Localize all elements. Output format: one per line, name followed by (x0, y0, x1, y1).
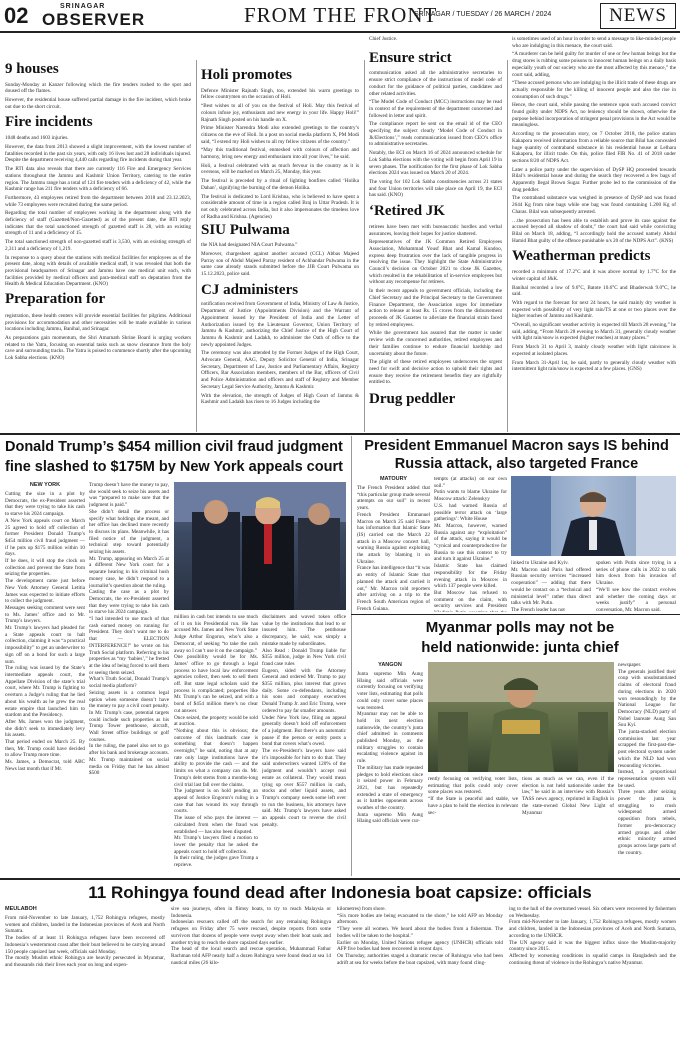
paragraph: The plight of these retired employees underscores the urgent need for swift and decisive action to uphold their rights and ensure they receive the retirement benefits they are rightfully entitled to. (369, 359, 502, 386)
paragraph: communication asked all the administrative secretaries to ensure strict compliance of the instructions of model code of conduct for the guidance of political parties, candidates and other related activities. (369, 70, 502, 97)
page-number: 02 (4, 3, 29, 28)
column-b (201, 36, 359, 432)
paragraph: The festival is preceded by a ritual of lighting bonfires called ‘Holika Dahan’, signifying the burning of the demon Holika. (201, 178, 359, 191)
rohingya-col-2 (171, 906, 331, 1040)
paragraph: Hence, the court said, while passing the sentence upon such accused convict found guilty under NDPS Act, no leniency should be shown, otherwise the purpose behind incorporation of stringent penal provisions in the Act would be meaningless. (512, 102, 676, 129)
section-rule (0, 878, 680, 880)
paragraph: sive sea journeys, often in flimsy boats, to try to reach Malaysia or Indonesia. Indonesian rescuers called off the search for any remaining Rohingya refugees on Friday after 75 were rescued, despite reports from some survivors that dozens of people were swept away when their boat sank and another trying to reach the shore capsized days earlier. The head of the local search and rescue operation, Muhammad Fathur Rachman told AFP nearly half a dozen Rohingya were found dead at sea 14 nautical miles (26 kilo- (171, 906, 331, 966)
paragraph: “May this traditional festival, enmeshed with colours of affection and harmony, bring new energy and enthusiasm into all your lives,” he said. (201, 147, 359, 161)
myanmar-col-3 (522, 776, 614, 876)
paragraph: Representatives of the JK Common Retired Employees Association, Mohammad Yousf Bhat and Kamal Kundoo, express deep frustration over the lack of tangible progress in resolving the issue. They highlight the State Administrative Council’s decision on October 2021 to close JK Gazettes, which resulted in the rehabilitation of in-service employees but without any recompense for retirees. (369, 239, 502, 286)
paragraph: “The Model Code of Conduct (MCC) instructions may be read in context of the requirement of the department concerned and followed in letter and spirit. (369, 99, 502, 119)
macron-col-4 (596, 560, 676, 612)
paragraph: With regard to the forecast for next 24 hours, he said mainly dry weather is expected with possibility of very light rain/TS at one or two places over the higher reaches of Jammu and Kashmir. (512, 299, 676, 320)
paragraph: The contraband substance was weighed in presence of DySP and was found 2644 Kg from nine bags while one bag was found containing 1.200 Kg of Charas. Bilal was subsequently arrested. (512, 195, 676, 215)
paragraph: Notably, the ECI on March 16 of 2024 announced schedule for Lok Sabha elections with the voting will begin from April 19 in seven phases. The notification for the first phase of Lok Sabha elections 2024 was issued on March 20 of 2024. (369, 150, 502, 177)
masthead-rule (0, 31, 680, 33)
macron-col-1 (357, 476, 430, 612)
paragraph: Prime Minister Narendra Modi also extended greetings to the country’s citizens on the eve of Holi. In a post on social media platform X, PM Modi said, “I extend my Holi wishes to all my fellow citizens of the country.” (201, 125, 359, 145)
column-a (5, 36, 191, 432)
paragraph: From March 31 to April 3, mainly cloudy weather with light rain/snow is expected at isolated places. (512, 344, 676, 357)
category-label: NEWS (600, 3, 676, 29)
myanmar-col-4 (618, 662, 676, 876)
paragraph: rently focusing on verifying voter lists, estimating that polls could only cover some places was restored. “If the State is peaceful and stable, we have a plan to hold the election in relevant sec- (428, 776, 518, 816)
headline-holi: Holi promotes (201, 67, 292, 83)
paragraph: Regarding the total number of employees working in the department along with the deficiency of staff (Gazetted/Non-Gazetted) as of the present date, the RTI reply indicates that the total sanctioned strength of gazetted staff is 28, with an existing strength of 11 and a deficiency of 15. (5, 210, 191, 237)
brand-top: SRINAGAR (60, 3, 106, 10)
dateline: NEW YORK (29, 482, 61, 488)
headline-cj-administers: CJ administers (201, 281, 299, 298)
myanmar-col-1 (357, 662, 423, 876)
paragraph: The RTI data also reveals that there are currently 116 Fire and Emergency Services stations throughout the Jammu and Kashmir Union Territory, catering to the entire region. The Jammu range has a total of 124 fire tenders with a deficiency of 42, while the Kashmir range has 211 fire tenders with a deficiency of 66. (5, 166, 191, 193)
macron-col-2 (434, 476, 507, 612)
trump-col-4 (262, 614, 346, 876)
dateline: MEULABOH (5, 906, 37, 912)
paragraph: According to the prosecution story, on 7 October 2018, the police station Kakapora received information from a reliable source that Bilal has concealed huge quantity of contraband substance in his residential house at Lelhara Kakapora, for illicit trade. On this, police filed FIR No. 41 of 2018 under sections 8/20 of NDPS Act. (512, 131, 676, 164)
paragraph: The festival is dedicated to Lord Krishna, who is believed to have spent a considerable amount of time in a region called Braj in Uttar Pradesh. It is not only celebrated across India, but it also impersonates the timeless love of Radha and Krishna. (Agencies) (201, 193, 359, 220)
paragraph: “Best wishes to all of you on the festival of Holi. May this festival of colours infuse joy, enthusiasm and new energy in your life. Happy Holi!” Rajnath Singh posted on his handle on X. (201, 103, 359, 123)
paragraph: Defence Minister Rajnath Singh, too, extended his warm greetings to fellow countrymen on the occasion of Holi. (201, 87, 359, 101)
section-rule (0, 433, 680, 435)
paragraph: retirees have been met with bureaucratic hurdles and verbal assurances, leaving their hopes for justice shattered. (369, 223, 502, 237)
paragraph: However, the residential house suffered partial damage in the fire incident, which broke out due to the short circuit. (5, 97, 191, 110)
rohingya-col-1 (5, 906, 165, 1040)
paragraph: Moreover, chargesheet against another accused (CCL) Abbas Majeed Parray son of Abdul Majeed Parray resident of Achhandar Pulwama in the same case already stands submitted before the JJB Court Pulwama on 15.12.2023, police said. (201, 250, 359, 277)
macron-photo (511, 476, 676, 556)
paragraph: …the prosecution has been able to establish and prove its case against the accused beyond all shadow of doubt,” the court had said while convicting Bilal on March 18, adding, “I accordingly hold the accused namely Abdul Hamid Bhat guilty of the offence punishable u/s 20 of the NDPS Act”. (KNS) (512, 217, 676, 244)
dateline: MATOURY (379, 476, 408, 482)
paragraph: Holi, a festival celebrated with as much fervour in the country as it is overseas, will be marked on March 25, Monday, this year. (201, 162, 359, 176)
headline-rohingya: 11 Rohingya found dead after Indonesia boat capsize: officials (88, 883, 592, 902)
paragraph: With the elevation, the strength of Judges of High Court of Jammu & Kashmir and Ladakh has risen to 16 Judges including the (201, 392, 359, 406)
headline-drug-peddler: Drug peddler (369, 391, 456, 408)
macron-col-3 (511, 560, 591, 612)
column-divider (507, 60, 508, 432)
headline-weatherman: Weatherman predicts (512, 248, 651, 265)
paragraph: registration, these health centers will provide essential facilities for pilgrims. Additional provisions for accommodation and other necessities will be made available in various locations including Jammu, Banihal, and Srinagar. (5, 312, 191, 333)
column-c (369, 36, 502, 432)
paragraph: Sunday-Monday at Kanzer following which the fire tenders rushed to the spot and doused off the flames. (5, 81, 191, 95)
paragraph: newspaper. The generals justified their coup with unsubstantiated claims of electoral fraud during elections in 2020 won resoundingly by the National League for Democracy (NLD) party of Nobel laureate Aung San Suu Kyi. The junta-stacked election commission last year scrapped the first-past-the-post electoral system under which the NLD had won resounding victories. Instead, a proportional representation system will be used. Three years after seizing power the junta is struggling to crush widespread armed opposition from rebels, former pro-democracy armed groups and older ethnic minority armed groups across large parts of the country. (618, 662, 676, 856)
paragraph: “These accused persons who are indulging in the illicit trade of these drugs are actually responsible for the killing of innocent people and also the rise in consumption of such drugs.” (512, 80, 676, 100)
paragraph: ing to the hull of the overturned vessel. Six others were recovered by fishermen on Wednesday. From mid-November to late January, 1,752 Rohingya refugees, mostly women and children, landed in the Indonesian provinces of Aceh and North Sumatra, according to the UNHCR. The UN agency said it was the biggest influx since the Muslim-majority country since 2015. Affected by worsening conditions in squalid camps in Bangladesh and the continuing threat of violence in the Rohingya’s native Myanmar. (509, 906, 676, 966)
paragraph: tempts (at attacks) on our own soil.” Putin wants to blame Ukraine for Moscow attack: Zelenskyy U.S. had warned Russia of possible terror attack on ‘large gatherings’: White House Mr. Macron, however, warned Russia against any “exploitation” of the attack, saying it would be “cynical and counterproductive for Russia to use this context to try and turn it against Ukraine.” Islamic State has claimed responsibility for the Friday evening attack in Moscow in which 137 people were killed. But Moscow has refused to comment on the claim, with security services and President (434, 476, 507, 610)
paragraph: is sometimes used of an hour in order to send a message to like-minded people who are indulging in this menace, the court said. (512, 36, 676, 49)
photo-image (511, 476, 676, 556)
paragraph: Junta supremo Min Aung Hlaing said officials were currently focusing on verifying voter lists, estimating that polls could only cover some places was restored. Myanmar may not be able to hold its next election nationwide, the country’s junta chief admitted in comments published Monday, as the military struggles to contain escalating violence against its rule. The military has made repeated pledges to hold elections since it seized power in February 2021, but has repeatedly extended a state of emergency as it battles opponents across swathes of the country. Junta supremo Min Aung Hlaing said officials were cur- (357, 671, 423, 825)
paragraph: “A murderer can be held guilty for murder of one or few human beings but the drug stores is rubbing some poisons to innocent human beings on a daily basis especially youth of our society who are the most affected by this menace,” the court said, adding, (512, 51, 676, 78)
paragraph: The French President added that “this particular group made several attempts on our soil” in recent years. French President Emmanuel Macron on March 25 said France has information that Islamic State (IS) carried out the March 22 attack in a Moscow concert hall, warning Russia against exploiting the attack by blaming it on Ukraine. France has intelligence that “it was an entity of Islamic State that planned the attack and carried it out,” Mr. Macron told reporters after arriving on a trip to the French South American region of French Guiana. (357, 485, 430, 612)
trump-photo (174, 482, 346, 610)
paragraph: linked to Ukraine and Kyiv. Mr. Macron said Paris had offered Russian security services “increased cooperation” — adding that there would be contact on a “technical and ministerial level” rather than direct talks with Mr. Putin. The French leader has not (511, 560, 591, 612)
myanmar-photo (428, 662, 614, 772)
issue-dateline: SRINAGAR / TUESDAY / 26 MARCH / 2024 (414, 11, 552, 18)
photo-image (428, 662, 614, 772)
myanmar-col-2 (428, 776, 518, 876)
paragraph: Trump doesn’t have the money to pay, she would seek to seize his assets and was “prepared to make sure that the judgment is paid.” She didn’t detail the process or specify what holdings she meant, and her office has declined more recently to discuss its plans. Meanwhile, it has filed notice of the judgment, a technical step toward potentially seizing his assets. Mr. Trump, appearing on March 25 at a different New York court for a separate hearing in his criminal hush money case, he didn’t respond to a journalist’s question about the ruling. Casting the case as a plot by Democrats, the ex-President asserted that they were trying to take his cash to starve his 2024 campaign. “I had intended to use much of that cash earned money on running for President. They don’t want me to do that — ELECTION INTERFERENCE!” he wrote on his Truth Social platform. Referring to his properties as “my ‘babies’,” he fretted at the idea of being forced to sell them or seeing them seized. What’s Truth Social, Donald Trump’s social media platform? Seizing assets is a common legal option when someone doesn’t have the money to pay a civil court penalty. In Mr. Trump’s case, potential targets could include such properties as his Trump Tower penthouse, aircraft, Wall Street office buildings or golf courses. In the ruling, the panel also set to go after his bank and brokerage accounts. Mr. Trump maintained on social media on Friday that he has almost $500 (89, 482, 169, 777)
column-divider (364, 60, 365, 432)
headline-retired-jk: ‘Retired JK (369, 203, 445, 220)
paragraph: However, the data from 2013 showed a slight improvement, with the lowest number of fatalities recorded in the past six years, with only 16 lives lost and 28 individuals injured. Despite the department receiving 4,440 calls regarding fire incidents during that year. (5, 144, 191, 164)
paragraph: notification received from Government of India, Ministry of Law & Justice, Department of Justice (Appointments Division) and the Warrant of Appointment issued by the President of India and the Letter of Authorization issued by the Lieutenant Governor, Union Territory of Jammu & Kashmir, authorizing the Chief Justice of the High Court of Jammu & Kashmir and Ladakh, to administer the Oath of office to the newly appointed Judges. (201, 301, 359, 348)
headline-preparation: Preparation for (5, 291, 106, 308)
headline-ensure-strict: Ensure strict (369, 49, 452, 66)
section-title: FROM THE FRONT (244, 3, 438, 27)
paragraph: recorded a minimum of 17.2°C and it was above normal by 1.7°C for the winter capital of J&K. (512, 269, 676, 282)
column-divider (351, 436, 352, 876)
paragraph: Banihal recorded a low of 9.6°C, Batote 10.6°C and Bhaderwah 9.0°C, he said. (512, 284, 676, 298)
story-rule (351, 614, 680, 615)
paragraph: Chief Justice. (369, 36, 398, 42)
paragraph: Furthermore, 43 employees retired from the department between 2018 and 23.12.2023, while 73 employees were recruited during the same period. (5, 194, 191, 208)
trump-col-3 (174, 614, 258, 876)
column-d (512, 36, 676, 432)
paragraph: Later a police party under the supervision of DySP HQ proceeded towards Bilal’s residential house and during the search they recovered a few bags of Apparently Ilegal Brown Sugar. Further probe led to the commission of the drug peddler. (512, 166, 676, 193)
rohingya-col-3 (337, 906, 503, 1040)
headline-9-houses: 9 houses (5, 61, 59, 77)
brand-logo (42, 3, 146, 29)
paragraph: “Overall, no significant weather activity is expected till March 28 evening,” he said, adding, “From March 28 evening to March 31, generally cloudy weather with light rain/snow is expected (higher reaches) at many places.” (512, 322, 676, 342)
paragraph: Cutting the size in a plot by Democrats, the ex-President asserted that they were trying to take his cash to starve his 2024 campaign. A New York appeals court on March 25 agreed to hold off collection of former President Donald Trump’s $454 million civil fraud judgment — if he puts up $175 million within 10 days. If he does, it will stop the clock on collection and prevent the State from seizing the properties. The development came just before New York Attorney General Letitia James was expected to initiate efforts to collect the judgment. Messages seeking comment were sent to Ms. James’ office and to Mr. Trump’s lawyers. Mr. Trump’s lawyers had pleaded for a State appeals court to halt collection, claiming it was “a practical impossibility” to get an underwriter to sign off on a bond for such a large sum. The ruling was issued by the State’s intermediate appeals court, the Appellate Division of the state’s trial court, where Mr. Trump is fighting to overturn a Judge’s ruling that he lied about his wealth as he grew the real estate empire that launched him to stardom and the Presidency. After Ms. James won the judgment, she didn’t seek to immediately levy his assets. That period ended on March 25. By then, Mr. Trump could have decided to allow Trump more time. Ms. James, a Democrat, told ABC News last month that if Mr. (5, 491, 85, 772)
headline-trump: Donald Trump’s $454 million civil fraud judgment fine slashed to $175M by New York appeals court (5, 439, 343, 475)
paragraph: million in cash but intends to use much of it on his Presidential run. He has accused Ms. James and New York State Judge Arthur Engoron, who’s also a Democrat, of seeking “to take the cash away so I can’t use it on the campaign.” One possibility would be for Ms. James’ office to go through a legal process to have local law enforcement agencies collect, then seek to sell them off. But state legal scholars said the process is complicated; properties like Mr. Trump’s can be seized, and with a bond of $454 million there’s no clear cut answer. Once seized, the property would be sold at auction. “Nothing about this is obvious; the outcome of this landmark case is something that doesn’t happen overnight,” he said, noting that at any rate only large institutions have the ability to provide the cash — and the limits on what a company can do. Mr. Trump’s debt stems from a months-long civil trial last fall over the claims. The judgment is on hold pending an appeal of Justice Engoron’s ruling in a case that has wound its way through courts. The issue of who pays the interest — calculated from when the fraud was established — has also been disputed. Mr. Trump’s lawyers filed a motion to lower the penalty that he asked the appeals court to hold off collection. In their ruling, the judges gave Trump a reprieve. (174, 614, 258, 869)
trump-col-1 (5, 482, 85, 876)
paragraph: The total sanctioned strength of non-gazetted staff is 3,530, with an existing strength of 2,311 and a deficiency of 1,219. (5, 239, 191, 252)
paragraph: 1048 deaths and 1603 injuries. (5, 135, 69, 142)
headline-myanmar: Myanmar polls may not be held nationwide: junta chief (421, 619, 619, 656)
paragraph: In their recent appeals to government officials, including the Chief Secretary and the Principal Secretary to the Government Finance Department, the Association urges for immediate action to release at least Rs. 15 crores from the disbursement proceeds of JK Gazettes to alleviate the financial strain faced by retired employees. (369, 288, 502, 328)
paragraph: From mid-November to late January, 1,752 Rohingya refugees, mostly women and children, landed in the Indonesian provinces of Aceh and North Sumatra. The bodies of at least 11 Rohingya refugees have been recovered off Indonesia’s westernmost coast after their boat believed to be carrying around 150 people capsized last week, officials said Monday. The mostly Muslim ethnic Rohingya are heavily persecuted in Myanmar, and thousands risk their lives each year on long and expen- (5, 915, 165, 968)
brand-name: OBSERVER (42, 10, 146, 29)
paragraph: The ceremony was also attended by the Former Judges of the High Court, Advocate General, AAG, Deputy Solicitor General of India, Srinagar Secretary, Department of Law, Justice and Parliamentary Affairs, Registry Officers, Bar Association members, members of the Bar, officers of Civil and Police Administration and officers and staff of Registry and Member Secretary Legal Service Authority, Jammu & Kashmir. (201, 350, 359, 390)
paragraph: spoken with Putin since trying in a series of phone calls in 2022 to talk him down from his invasion of Ukraine. “We’ll see how the contact evolves and whether the coming days or weeks justify” a personal conversation, Mr. Macron said. (596, 560, 676, 612)
paragraph: While the government has assured that the matter is under review with the concerned authorities, retired employees and their families continue to endure financial hardship and uncertainty about the future. (369, 330, 502, 357)
paragraph: disclaimers and waved token office value by the institutions that lead to or insured him. The penthouse discrepancy, he said, was simply a mistake made by subordinates. Also Read : Donald Trump liable for $355 million, judge in New York civil fraud case rules Eugeon, sided with the Attorney General and ordered Mr. Trump to pay $355 million, plus interest that grows daily. Some co-defendants, including his sons and company executives Donald Trump Jr. and Eric Trump, were ordered to pay far smaller amounts. Under New York law, filing an appeal generally doesn’t hold off enforcement of a judgment. But there’s an automatic pause if the person or entity posts a bond that covers what’s owed. The ex-President’s lawyers have said it’s impossible for him to do that. They said underwriters wanted 120% of the judgment and wouldn’t accept real estate as collateral. They would mean tying up over $557 million in cash, stocks and other liquid assets, and Trump’s company needs some left over to run the business, his attorneys have said. Mr. Trump’s lawyers have asked an appeals court to reverse the civil penalty. (262, 614, 346, 828)
headline-siu-pulwama: SIU Pulwama (201, 222, 290, 239)
rohingya-col-4 (509, 906, 676, 1040)
paragraph: From March 31-April 1st, he said, partly to generally cloudy weather with intermittent light rain/snow is expected at a few places. (GNS) (512, 359, 676, 373)
paragraph: In response to a query about the stations with medical facilities for employees as of the present date, along with details of available medical staff, it was revealed that both the provisional headquarters of Srinagar and Jammu have one medical unit each, with facilities provided by medical officers and para-medical staff on deputation from the Health & Medical Education Department. (KNO) (5, 254, 191, 288)
paragraph: The compliance report be sent on the email id of the CEO specifying the subject clearly ‘Model Code of Conduct in Jk/Elections’,” reads communication issued from CEO’s office to administrative secretaries. (369, 121, 502, 148)
photo-image (174, 482, 346, 610)
headline-fire-incidents: Fire incidents (5, 113, 93, 130)
headline-macron: President Emmanuel Macron says IS behind Russia attack, also targeted France (364, 438, 669, 472)
trump-col-2 (89, 482, 169, 876)
paragraph: The voting for 102 Lok Sabha constituencies across 21 states and four Union territories will take place on April 19, the ECI has said. (KNO) (369, 179, 502, 199)
column-divider (196, 60, 197, 432)
paragraph: tions as much as we can, even if the election is not held nationwide under the law,” he said in an interview with Russia’s TASS news agency, reprinted in English in the state-owned Global New Light of Myanmar (522, 776, 614, 816)
paragraph: kilometres) from shore. “Six more bodies are being evacuated to the shore,” he told AFP on Monday afternoon. “They were all women. We heard about the bodies from a fisherman. The bodies will be taken to the hospital.” Earlier on Monday, United Nations refugee agency (UNHCR) officials told AFP five bodies had been recovered in recent days. On Thursday, authorities staged a dramatic rescue of Rohingya who had been adrift at sea for weeks before the boat capsized, with many found cling- (337, 906, 503, 966)
paragraph: As preparations gain momentum, the Shri Amarnath Shrine Board is urging workers related to the Yatra, focusing on essential tasks such as snow clearance from the holy cave and surrounding tracks. The Yatra is poised to commence shortly after the upcoming Lok Sabha elections. (KNO) (5, 334, 191, 362)
paragraph: the NIA had designated NIA Court Pulwama.” (201, 242, 298, 249)
dateline: YANGON (378, 662, 402, 668)
